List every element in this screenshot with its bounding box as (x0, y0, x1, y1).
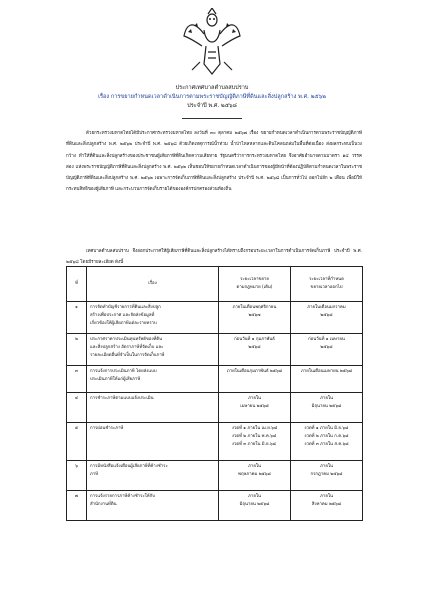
body-paragraph-1: ด้วยกระทรวงมหาดไทยได้มีประกาศกระทรวงมหาดไทย ลงวันที่ ๓๐ ตุลาคม ๒๕๖๗ เรื่อง ขยายกำหนดเวลาดำเนินการตามพระราชบัญญัติภาษีที่ดินและสิ่งปลูกสร้าง พ.ศ. ๒๕๖๒ ประจำปี พ.ศ. ๒๕๖๘ ด้วยเกิดเหตุการณ์น้ำท่วม น้ำป่าไหลหลากและดินโคลนถล่มในพื้นที่ต่อเนื่อง ส่งผลกระทบเป็นวงกว้าง ทำให้ที่ดินและสิ่งปลูกสร้างของประชาชนผู้เสียภาษีที่ดินเกิดความเสียหาย รัฐมนตรีว่าการกระทรวงมหาดไทย จึงอาศัยอำนาจตามมาตรา ๑๔ วรรคสอง แห่งพระราชบัญญัติภาษีที่ดินและสิ่งปลูกสร้าง พ.ศ. ๒๕๖๒ เห็นชอบให้ขยายกำหนดเวลาดำเนินการของผู้มีหน้าที่ต้องปฏิบัติตามกำหนดเวลาในพระราชบัญญัติภาษีที่ดินและสิ่งปลูกสร้าง พ.ศ. ๒๕๖๒ เฉพาะการจัดเก็บภาษีที่ดินและสิ่งปลูกสร้าง ประจำปี พ.ศ. ๒๕๖๘ เป็นการทั่วไป ออกไปอีก ๒ เดือน เพื่อมิให้กระทบสิทธิของผู้เสียภาษี และกระบวนการจัดเก็บรายได้ขององค์กรปกครองส่วนท้องถิ่น (66, 131, 362, 193)
announcement-subject: เรื่อง การขยายกำหนดเวลาดำเนินการตามพระราชบัญญัติภาษีที่ดินและสิ่งปลูกสร้าง พ.ศ. ๒๕๖๒ (98, 94, 326, 100)
row-new-period: ภายใน กรกฎาคม ๒๕๖๘ (291, 461, 363, 491)
row-subject: การจัดทำบัญชีรายการที่ดินและสิ่งปลูก สร้างเพื่อประกาศ และจัดส่งข้อมูลที่ เกี่ยวข้องให้ผู้เสียภาษีแต่ละรายทราบ (87, 302, 219, 334)
row-number: ๓ (67, 366, 87, 393)
table-row (67, 393, 363, 423)
row-number: ๖ (67, 461, 87, 491)
body-paragraph-2: เทศบาลตำบลสบปราบ จึงออกประกาศให้ผู้เสียภาษีที่ดินและสิ่งปลูกสร้างได้ทราบถึงกรอบระยะเวลาในการดำเนินการจัดเก็บภาษี ประจำปี พ.ศ. ๒๕๖๘ โดยมีรายละเอียด ดังนี้ (66, 249, 362, 266)
table-row (67, 302, 363, 334)
row-old-period: ภายใน เมษายน ๒๕๖๘ (219, 393, 291, 423)
table-row (67, 423, 363, 461)
row-old-period: ภายใน พฤษภาคม ๒๕๖๘ (219, 461, 291, 491)
row-number: ๕ (67, 423, 87, 461)
heading-divider (182, 118, 242, 119)
row-subject: ประกาศราคาประเมินทุนทรัพย์ของที่ดิน และสิ่งปลูกสร้าง อัตราภาษีที่จัดเก็บ และ รายละเอียดอื่นที่จำเป็นในการจัดเก็บภาษี (87, 334, 219, 366)
row-old-period: ภายในเดือนกุมภาพันธ์ ๒๕๖๘ (219, 366, 291, 393)
header-old-period: ระยะเวลาขยาย ตามกฎหมาย (เดิม) (219, 267, 291, 302)
schedule-table (66, 266, 363, 521)
row-subject: การชำระภาษีตามแบบแจ้งประเมิน (87, 393, 219, 423)
row-new-period: ภายในเดือนเมษายน ๒๕๖๘ (291, 366, 363, 393)
table-row (67, 491, 363, 521)
row-old-period: งวดที่ ๑ ภายใน เม.ย.๖๘ งวดที่ ๒ ภายใน พ.ค.๖๘ งวดที่ ๓ ภายใน มิ.ย.๖๘ (219, 423, 291, 461)
row-old-period: ภายในเดือนพฤศจิกายน ๒๕๖๗ (219, 302, 291, 334)
row-old-period: ก่อนวันที่ ๑ กุมภาพันธ์ ๒๕๖๘ (219, 334, 291, 366)
row-subject: การแจ้งรายการภาษีค้างชำระให้กับ สำนักงานที่ดิน (87, 491, 219, 521)
row-number: ๑ (67, 302, 87, 334)
row-number: ๗ (67, 491, 87, 521)
row-new-period: ภายใน มิถุนายน ๒๕๖๘ (291, 393, 363, 423)
announcement-title: ประกาศเทศบาลตำบลสบปราบ (175, 85, 249, 91)
garuda-emblem-icon (182, 8, 242, 80)
table-row (67, 461, 363, 491)
row-subject: การมีหนังสือแจ้งเตือนผู้เสียภาษีที่ค้างชำระ ภาษี (87, 461, 219, 491)
row-subject: การผ่อนชำระภาษี (87, 423, 219, 461)
row-new-period: ภายในเดือนมกราคม ๒๕๖๘ (291, 302, 363, 334)
header-no: ที่ (67, 267, 87, 302)
row-new-period: งวดที่ ๑ ภายใน มิ.ย.๖๘ งวดที่ ๒ ภายใน ก.ค.๖๘ งวดที่ ๓ ภายใน ส.ค.๖๘ (291, 423, 363, 461)
row-new-period: ก่อนวันที่ ๑ เมษายน ๒๕๖๘ (291, 334, 363, 366)
row-subject: การแจ้งการประเมินภาษี โดยส่งแบบ ประเมินภาษีให้แก่ผู้เสียภาษี (87, 366, 219, 393)
row-new-period: ภายใน สิงหาคม ๒๕๖๘ (291, 491, 363, 521)
row-number: ๔ (67, 393, 87, 423)
header-subject: เรื่อง (87, 267, 219, 302)
table-header-row (67, 267, 363, 302)
header-new-period: ระยะเวลาที่กำหนด ขยายเวลาออกไป (291, 267, 363, 302)
announcement-year: ประจำปี พ.ศ. ๒๕๖๘ (187, 103, 237, 109)
row-number: ๒ (67, 334, 87, 366)
row-old-period: ภายใน มิถุนายน ๒๕๖๘ (219, 491, 291, 521)
table-row (67, 366, 363, 393)
table-row (67, 334, 363, 366)
